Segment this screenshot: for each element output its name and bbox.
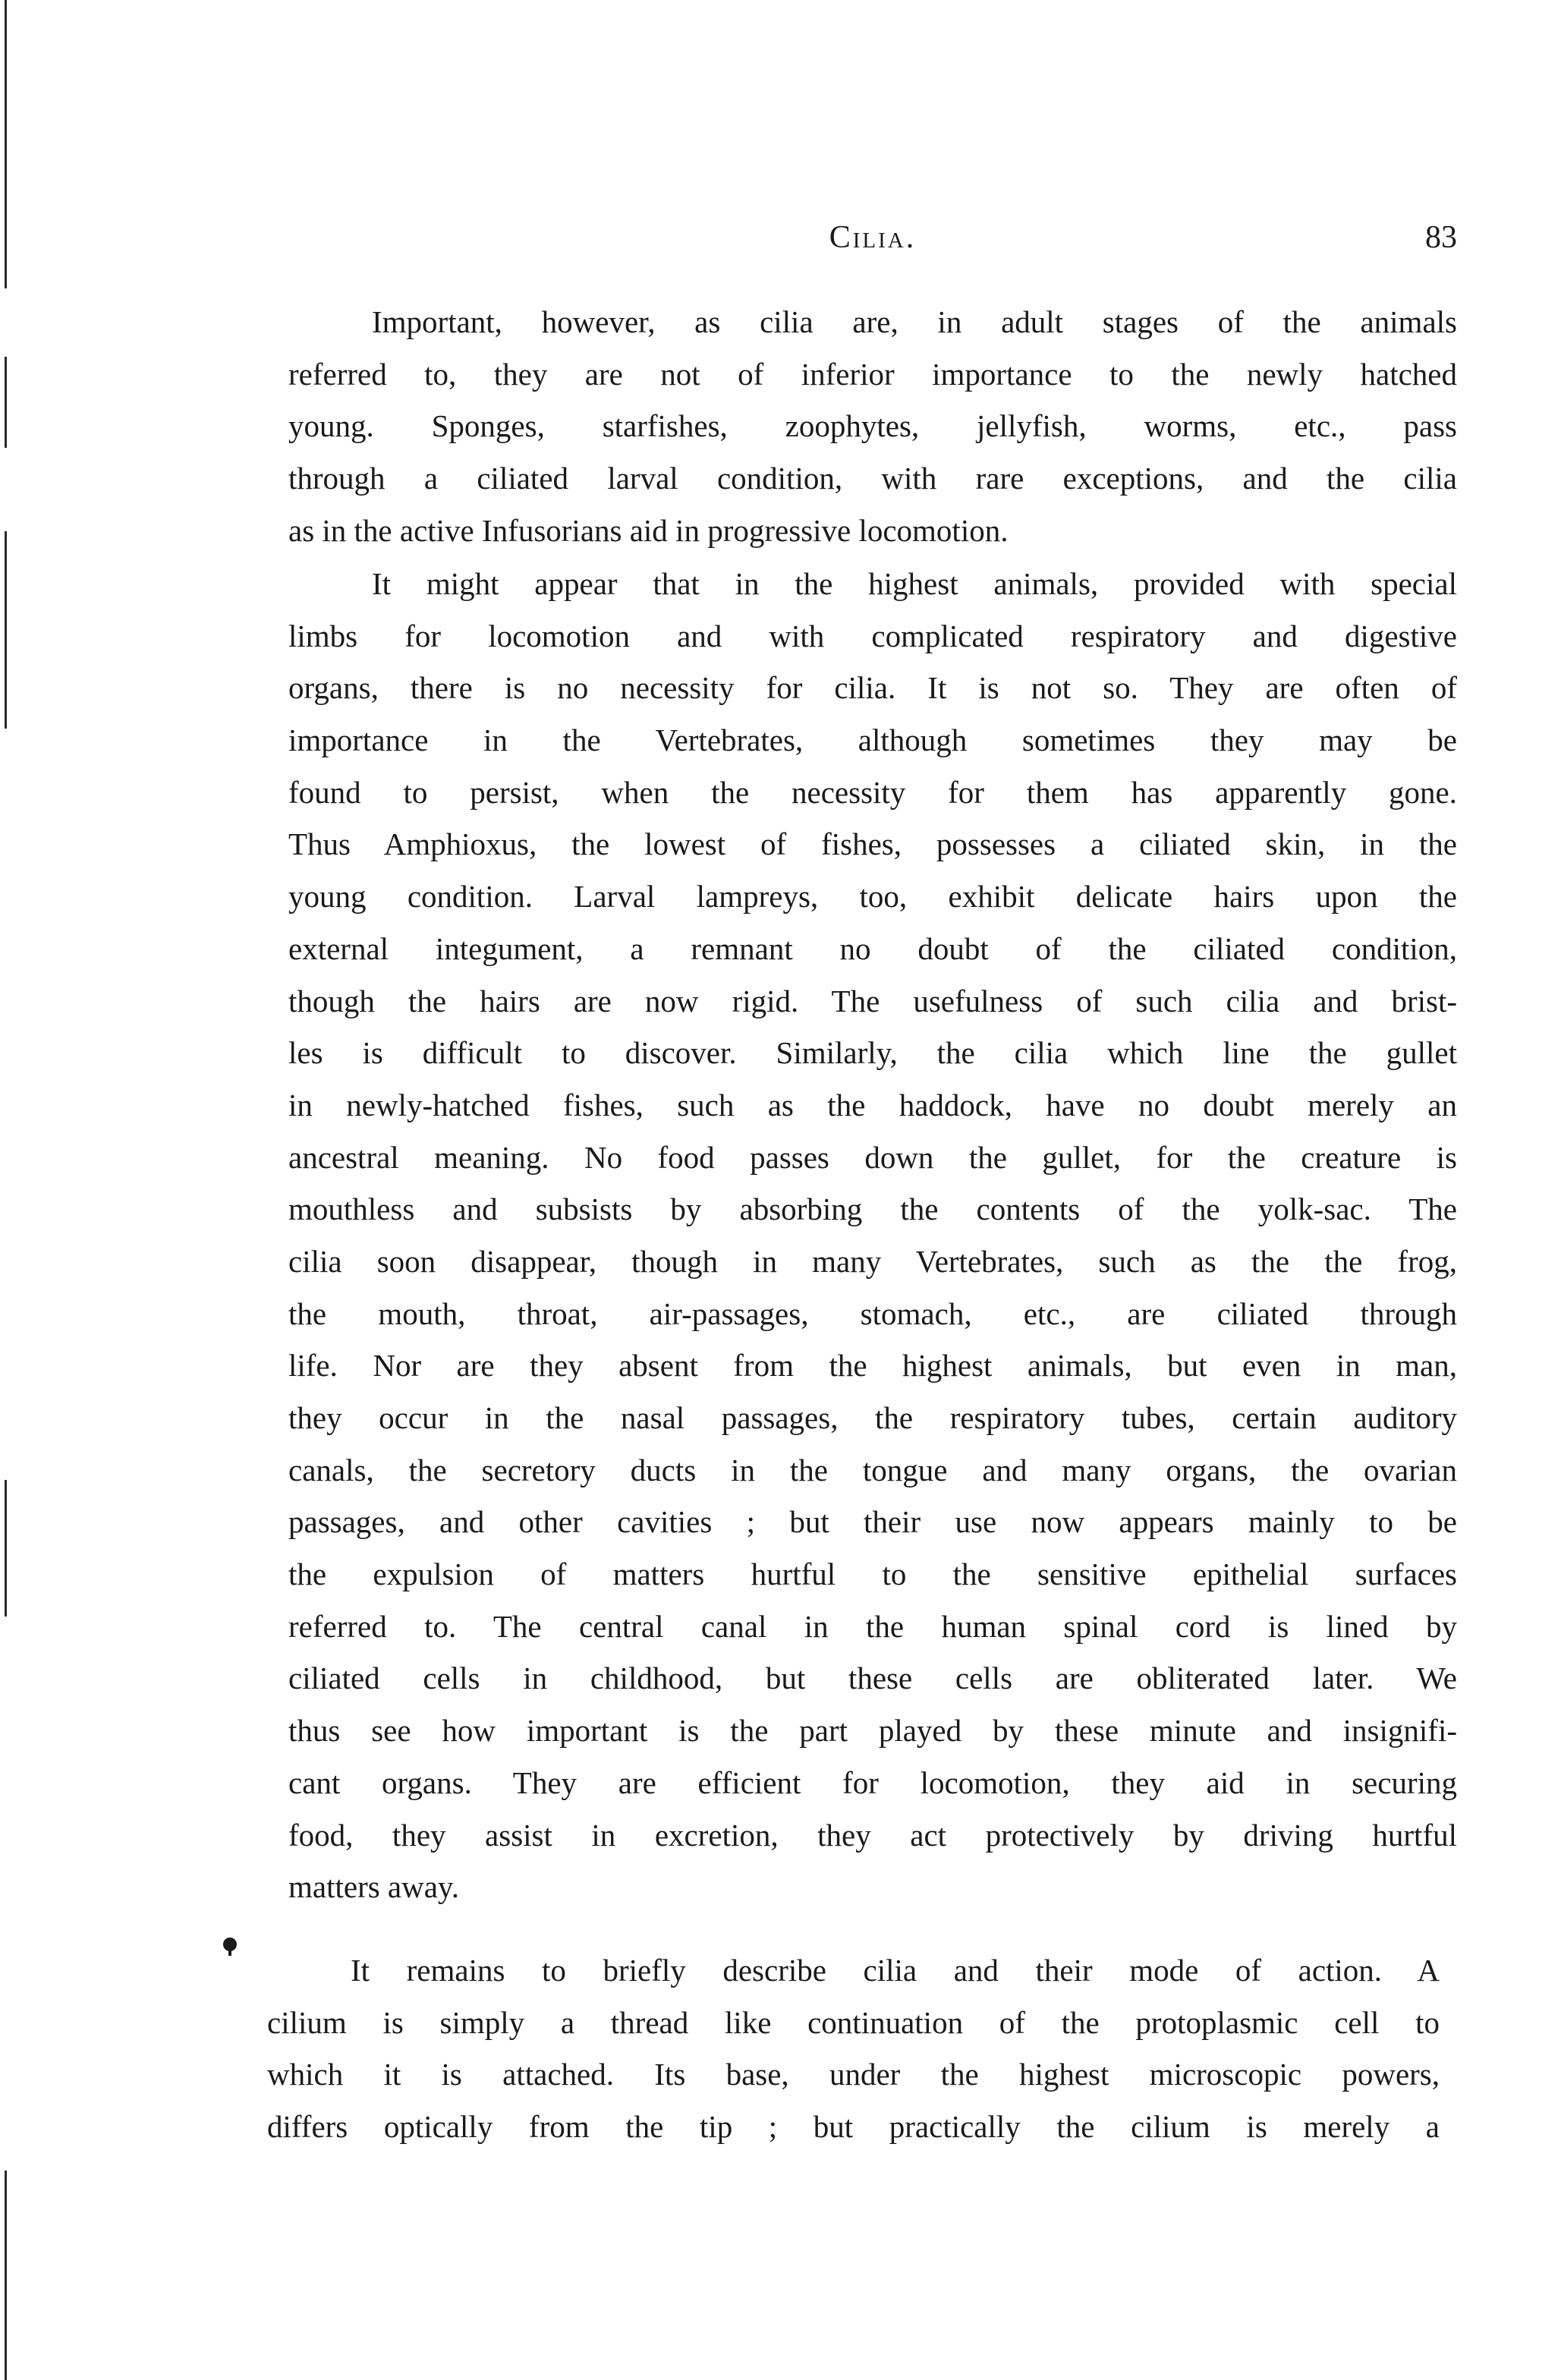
paragraph-3 <box>267 1944 1440 2153</box>
text-line: passages, and other cavities ; but their use now appears mainly to be <box>288 1504 1457 1540</box>
page-number: 83 <box>1425 220 1457 255</box>
text-line: cilia soon disappear, though in many Vertebrates, such as the the frog, <box>288 1243 1457 1279</box>
text-line: through a ciliated larval condition, with rare exceptions, and the cilia <box>288 461 1457 496</box>
text-line: the expulsion of matters hurtful to the sensitive epithelial surfaces <box>288 1557 1457 1592</box>
text-line: found to persist, when the necessity for them has apparently gone. <box>288 774 1457 810</box>
text-line: in newly-hatched fishes, such as the haddock, have no doubt merely an <box>288 1087 1457 1122</box>
text-line: matters away. <box>288 1869 460 1905</box>
text-line: differs optically from the tip ; but practically the cilium is merely a <box>267 2109 1440 2145</box>
text-line: mouthless and subsists by absorbing the contents of the yolk-sac. The <box>288 1192 1457 1227</box>
paragraph-1 <box>288 296 1457 556</box>
text-line: the mouth, throat, air-passages, stomach, etc., are ciliated through <box>288 1295 1457 1331</box>
text-line: importance in the Vertebrates, although sometimes they may be <box>288 722 1457 758</box>
text-line: organs, there is no necessity for cilia. It is not so. They are often of <box>288 670 1457 706</box>
text-line: though the hairs are now rigid. The usefulness of such cilia and brist- <box>288 983 1457 1018</box>
text-line: Thus Amphioxus, the lowest of fishes, possesses a ciliated skin, in the <box>288 826 1457 862</box>
text-line: referred to, they are not of inferior importance to the newly hatched <box>288 356 1457 392</box>
text-line: ancestral meaning. No food passes down the gullet, for the creature is <box>288 1139 1457 1175</box>
text-line: food, they assist in excretion, they act protectively by driving hurtful <box>288 1817 1457 1853</box>
text-line: which it is attached. Its base, under the highest microscopic powers, <box>267 2057 1440 2092</box>
text-line: they occur in the nasal passages, the respiratory tubes, certain auditory <box>288 1400 1457 1435</box>
running-head <box>288 215 1457 260</box>
text-line: external integument, a remnant no doubt of the ciliated condition, <box>288 930 1457 966</box>
text-line: cant organs. They are efficient for locomotion, they aid in securing <box>288 1765 1457 1800</box>
text-line: life. Nor are they absent from the highest animals, but even in man, <box>288 1348 1457 1384</box>
text-line: It remains to briefly describe cilia and their mode of action. A <box>351 1953 1440 1988</box>
text-line: Important, however, as cilia are, in adult stages of the animals <box>372 304 1457 339</box>
text-line: thus see how important is the part played by these minute and insignifi- <box>288 1713 1457 1749</box>
text-line: ciliated cells in childhood, but these cells are obliterated later. We <box>288 1661 1457 1696</box>
text-line: as in the active Infusorians aid in progressive locomotion. <box>288 512 1009 548</box>
text-line: It might appear that in the highest animals, provided with special <box>372 566 1457 601</box>
text-line: limbs for locomotion and with complicated respiratory and digestive <box>288 618 1457 653</box>
text-line: young. Sponges, starfishes, zoophytes, jellyfish, worms, etc., pass <box>288 408 1457 444</box>
ink-blot-mark <box>223 1938 237 1951</box>
text-line: les is difficult to discover. Similarly, the cilia which line the gullet <box>288 1035 1457 1071</box>
running-title: Cilia. <box>829 220 917 255</box>
text-line: canals, the secretory ducts in the tongue and many organs, the ovarian <box>288 1452 1457 1488</box>
text-line: young condition. Larval lampreys, too, exhibit delicate hairs upon the <box>288 879 1457 915</box>
text-line: referred to. The central canal in the human spinal cord is lined by <box>288 1608 1457 1644</box>
paragraph-2 <box>288 558 1457 1913</box>
text-line: cilium is simply a thread like continuation of the protoplasmic cell to <box>267 2004 1440 2040</box>
